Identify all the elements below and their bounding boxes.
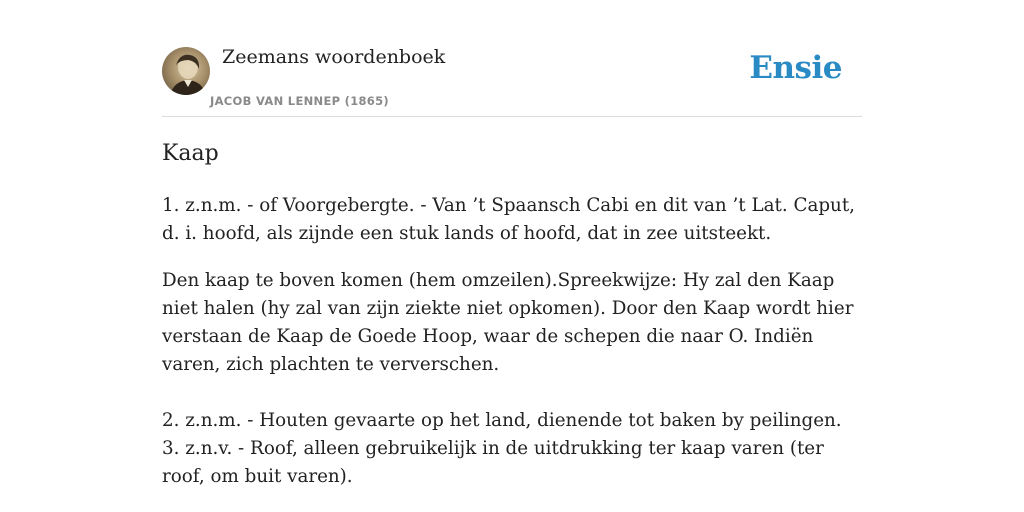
definition-2: 2. z.n.m. - Houten gevaarte op het land, dienende tot baken by peilingen. bbox=[162, 410, 842, 431]
book-author[interactable]: JACOB VAN LENNEP (1865) bbox=[210, 94, 389, 108]
definition-3: 3. z.n.v. - Roof, alleen gebruikelijk in de uitdrukking ter kaap varen (ter roof, om buit varen). bbox=[162, 438, 824, 487]
portrait-icon bbox=[162, 47, 210, 95]
header bbox=[162, 0, 862, 117]
book-title[interactable]: Zeemans woordenboek bbox=[222, 46, 446, 68]
definition-1: 1. z.n.m. - of Voorgebergte. - Van ’t Spaansch Cabi en dit van ’t Lat. Caput, d. i. hoofd, als zijnde een stuk lands of hoofd, dat in zee uitsteekt. bbox=[162, 195, 855, 244]
brand-logo[interactable]: Ensie bbox=[749, 50, 842, 86]
page-container bbox=[162, 0, 862, 512]
definition-1-usage: Den kaap te boven komen (hem omzeilen).Spreekwijze: Hy zal den Kaap niet halen (hy zal van zijn ziekte niet opkomen). Door den Kaap wordt hier verstaan de Kaap de Goede Hoop, waar de schepen die naar O. Indiën varen, zich plachten te ververschen. bbox=[162, 270, 854, 375]
entry-title: Kaap bbox=[162, 141, 219, 166]
author-avatar[interactable] bbox=[162, 47, 210, 95]
